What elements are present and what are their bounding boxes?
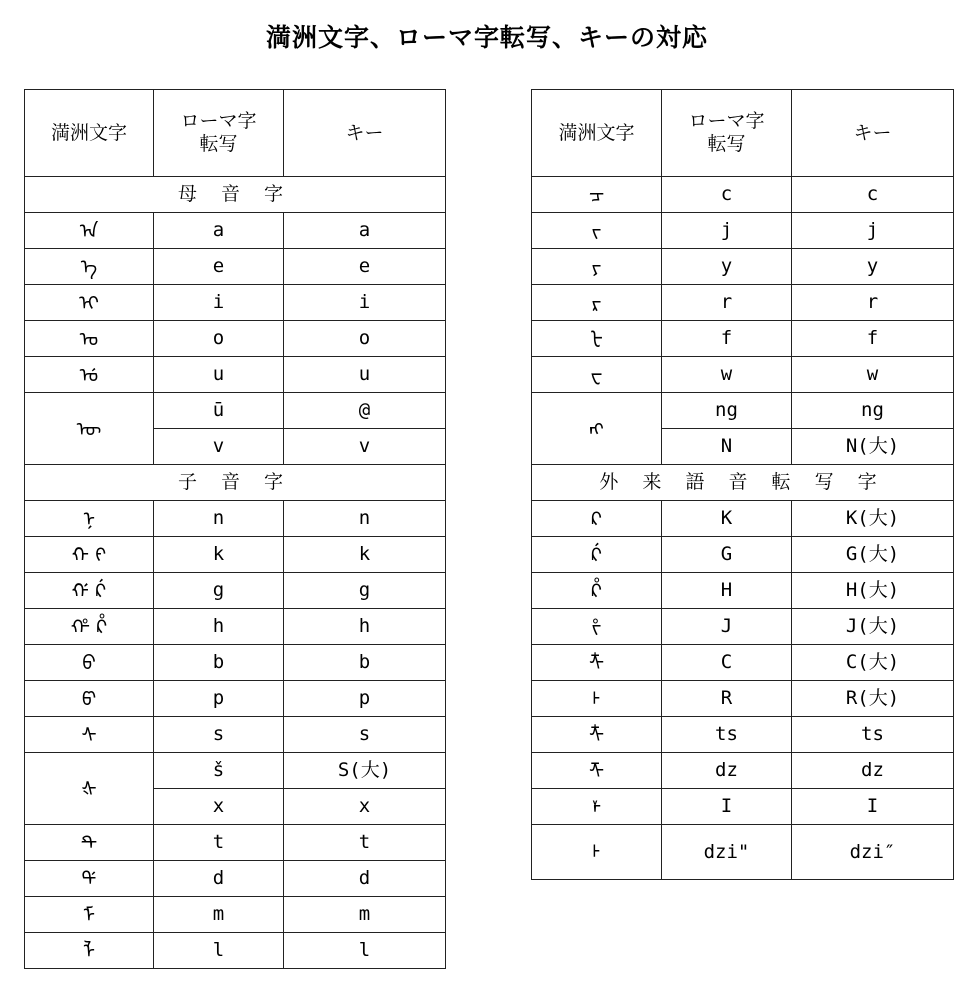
manchu-letter: ᡴ ᠻ bbox=[25, 537, 154, 573]
manchu-letter: ᠸ bbox=[532, 357, 662, 393]
table-row bbox=[532, 321, 954, 357]
romanization-cell: n bbox=[154, 501, 284, 537]
table-row bbox=[25, 609, 446, 645]
header-row bbox=[25, 90, 446, 177]
manchu-letter: ᡝ bbox=[25, 249, 154, 285]
romanization-cell: G bbox=[662, 537, 792, 573]
header-row bbox=[532, 90, 954, 177]
manchu-letter: ᡦ bbox=[25, 681, 154, 717]
table-row bbox=[25, 717, 446, 753]
header-roman-line1: ローマ字 bbox=[180, 110, 257, 133]
manchu-letter: ᡭ bbox=[532, 573, 662, 609]
table-row bbox=[25, 249, 446, 285]
table-row bbox=[532, 285, 954, 321]
key-cell: m bbox=[284, 897, 446, 933]
romanization-cell: t bbox=[154, 825, 284, 861]
key-cell: a bbox=[284, 213, 446, 249]
key-cell: p bbox=[284, 681, 446, 717]
key-cell: N(大) bbox=[792, 429, 954, 465]
romanization-cell: š bbox=[154, 753, 284, 789]
romanization-cell: r bbox=[662, 285, 792, 321]
table-row bbox=[25, 933, 446, 969]
table-row bbox=[532, 645, 954, 681]
table-row bbox=[25, 501, 446, 537]
key-cell: S(大) bbox=[284, 753, 446, 789]
key-cell: dzi″ bbox=[792, 825, 954, 880]
manchu-letter: ᡷ bbox=[532, 609, 662, 645]
manchu-letter: ᠶ bbox=[532, 249, 662, 285]
table-row bbox=[25, 645, 446, 681]
manchu-letter: ᡮ bbox=[532, 645, 662, 681]
table-row bbox=[532, 753, 954, 789]
romanization-cell: C bbox=[662, 645, 792, 681]
romanization-cell: dzi" bbox=[662, 825, 792, 880]
key-cell: l bbox=[284, 933, 446, 969]
manchu-letter: ᠰ bbox=[25, 717, 154, 753]
key-cell: K(大) bbox=[792, 501, 954, 537]
key-cell: I bbox=[792, 789, 954, 825]
table-row bbox=[532, 717, 954, 753]
romanization-cell: l bbox=[154, 933, 284, 969]
header-script: 満洲文字 bbox=[25, 90, 154, 177]
romanization-cell: h bbox=[154, 609, 284, 645]
key-cell: o bbox=[284, 321, 446, 357]
romanization-cell: c bbox=[662, 177, 792, 213]
table-row bbox=[25, 537, 446, 573]
table-row bbox=[532, 573, 954, 609]
manchu-letter: ᡩ bbox=[25, 861, 154, 897]
table-row bbox=[532, 789, 954, 825]
romanization-cell: p bbox=[154, 681, 284, 717]
romanization-cell: b bbox=[154, 645, 284, 681]
key-cell: r bbox=[792, 285, 954, 321]
table-row bbox=[25, 753, 446, 789]
table-row bbox=[532, 681, 954, 717]
manchu-letter: ᠵ bbox=[532, 213, 662, 249]
romanization-cell: x bbox=[154, 789, 284, 825]
romanization-cell: k bbox=[154, 537, 284, 573]
right-table bbox=[531, 89, 954, 880]
table-row bbox=[25, 357, 446, 393]
key-cell: x bbox=[284, 789, 446, 825]
key-cell: dz bbox=[792, 753, 954, 789]
romanization-cell: v bbox=[154, 429, 284, 465]
manchu-letter: ᠯ bbox=[25, 933, 154, 969]
section-row bbox=[532, 465, 954, 501]
table-row bbox=[25, 393, 446, 429]
key-cell: b bbox=[284, 645, 446, 681]
key-cell: n bbox=[284, 501, 446, 537]
key-cell: d bbox=[284, 861, 446, 897]
key-cell: f bbox=[792, 321, 954, 357]
manchu-letter: ᡥ ᡭ bbox=[25, 609, 154, 645]
header-script: 満洲文字 bbox=[532, 90, 662, 177]
manchu-letter: ᡳ bbox=[25, 285, 154, 321]
manchu-letter: ᠩ bbox=[532, 393, 662, 465]
manchu-letter: ᠪ bbox=[25, 645, 154, 681]
romanization-cell: ū bbox=[154, 393, 284, 429]
manchu-letter: ᠮ bbox=[25, 897, 154, 933]
romanization-cell: j bbox=[662, 213, 792, 249]
section-row bbox=[25, 465, 446, 501]
table-row bbox=[532, 501, 954, 537]
section-foreign: 外 来 語 音 転 写 字 bbox=[532, 465, 954, 501]
key-cell: h bbox=[284, 609, 446, 645]
key-cell: @ bbox=[284, 393, 446, 429]
table-row bbox=[532, 357, 954, 393]
key-cell: g bbox=[284, 573, 446, 609]
table-row bbox=[25, 897, 446, 933]
manchu-letter: ᡧ bbox=[25, 753, 154, 825]
section-row bbox=[25, 177, 446, 213]
manchu-letter: ᡰ bbox=[532, 681, 662, 717]
key-cell: u bbox=[284, 357, 446, 393]
romanization-cell: o bbox=[154, 321, 284, 357]
romanization-cell: I bbox=[662, 789, 792, 825]
romanization-cell: u bbox=[154, 357, 284, 393]
table-row bbox=[532, 177, 954, 213]
romanization-cell: ng bbox=[662, 393, 792, 429]
table-row bbox=[25, 285, 446, 321]
manchu-letter: ᡵ bbox=[532, 285, 662, 321]
manchu-letter: ᠠ bbox=[25, 213, 154, 249]
key-cell: y bbox=[792, 249, 954, 285]
table-row bbox=[532, 825, 954, 880]
left-table bbox=[24, 89, 446, 969]
section-consonants: 子 音 字 bbox=[25, 465, 446, 501]
key-cell: v bbox=[284, 429, 446, 465]
left-table-body bbox=[25, 90, 446, 969]
table-row bbox=[25, 321, 446, 357]
key-cell: G(大) bbox=[792, 537, 954, 573]
manchu-letter: ᠨ bbox=[25, 501, 154, 537]
table-row bbox=[532, 213, 954, 249]
header-roman bbox=[662, 90, 792, 177]
key-cell: s bbox=[284, 717, 446, 753]
manchu-letter: ᡬ bbox=[532, 537, 662, 573]
table-row bbox=[532, 609, 954, 645]
key-cell: H(大) bbox=[792, 573, 954, 609]
header-key: キー bbox=[284, 90, 446, 177]
page-title: 満洲文字、ローマ字転写、キーの対応 bbox=[265, 23, 708, 52]
romanization-cell: H bbox=[662, 573, 792, 609]
romanization-cell: J bbox=[662, 609, 792, 645]
manchu-letter: ᡮ bbox=[532, 717, 662, 753]
table-row bbox=[25, 573, 446, 609]
romanization-cell: e bbox=[154, 249, 284, 285]
table-row bbox=[25, 825, 446, 861]
manchu-letter: ᡠ bbox=[25, 357, 154, 393]
manchu-letter: ᡨ bbox=[25, 825, 154, 861]
romanization-cell: m bbox=[154, 897, 284, 933]
romanization-cell: f bbox=[662, 321, 792, 357]
manchu-letter: ᠣ bbox=[25, 321, 154, 357]
manchu-letter: ᡡ bbox=[25, 393, 154, 465]
manchu-letter: ᡤ ᡬ bbox=[25, 573, 154, 609]
table-row bbox=[25, 213, 446, 249]
romanization-cell: R bbox=[662, 681, 792, 717]
header-roman-line1: ローマ字 bbox=[688, 110, 765, 133]
section-vowels: 母 音 字 bbox=[25, 177, 446, 213]
key-cell: i bbox=[284, 285, 446, 321]
romanization-cell: s bbox=[154, 717, 284, 753]
manchu-letter: ᡶ bbox=[532, 321, 662, 357]
key-cell: J(大) bbox=[792, 609, 954, 645]
header-roman bbox=[154, 90, 284, 177]
key-cell: ts bbox=[792, 717, 954, 753]
romanization-cell: a bbox=[154, 213, 284, 249]
key-cell: t bbox=[284, 825, 446, 861]
right-table-body bbox=[532, 90, 954, 880]
key-cell: k bbox=[284, 537, 446, 573]
key-cell: j bbox=[792, 213, 954, 249]
manchu-letter: ᠺ bbox=[532, 501, 662, 537]
key-cell: e bbox=[284, 249, 446, 285]
header-key: キー bbox=[792, 90, 954, 177]
table-row bbox=[25, 681, 446, 717]
romanization-cell: K bbox=[662, 501, 792, 537]
key-cell: c bbox=[792, 177, 954, 213]
romanization-cell: w bbox=[662, 357, 792, 393]
header-roman-line2: 転写 bbox=[199, 133, 238, 155]
romanization-cell: N bbox=[662, 429, 792, 465]
romanization-cell: i bbox=[154, 285, 284, 321]
key-cell: R(大) bbox=[792, 681, 954, 717]
table-row bbox=[532, 393, 954, 429]
key-cell: w bbox=[792, 357, 954, 393]
romanization-cell: y bbox=[662, 249, 792, 285]
table-row bbox=[532, 537, 954, 573]
romanization-cell: dz bbox=[662, 753, 792, 789]
romanization-cell: d bbox=[154, 861, 284, 897]
manchu-letter: ᡟ bbox=[532, 789, 662, 825]
manchu-letter: ᠴ bbox=[532, 177, 662, 213]
romanization-cell: ts bbox=[662, 717, 792, 753]
table-row bbox=[532, 249, 954, 285]
romanization-cell: g bbox=[154, 573, 284, 609]
header-roman-line2: 転写 bbox=[707, 133, 746, 155]
manchu-letter: ᡯ bbox=[532, 753, 662, 789]
table-row bbox=[25, 861, 446, 897]
manchu-letter: ᡰ bbox=[532, 825, 662, 880]
key-cell: C(大) bbox=[792, 645, 954, 681]
key-cell: ng bbox=[792, 393, 954, 429]
